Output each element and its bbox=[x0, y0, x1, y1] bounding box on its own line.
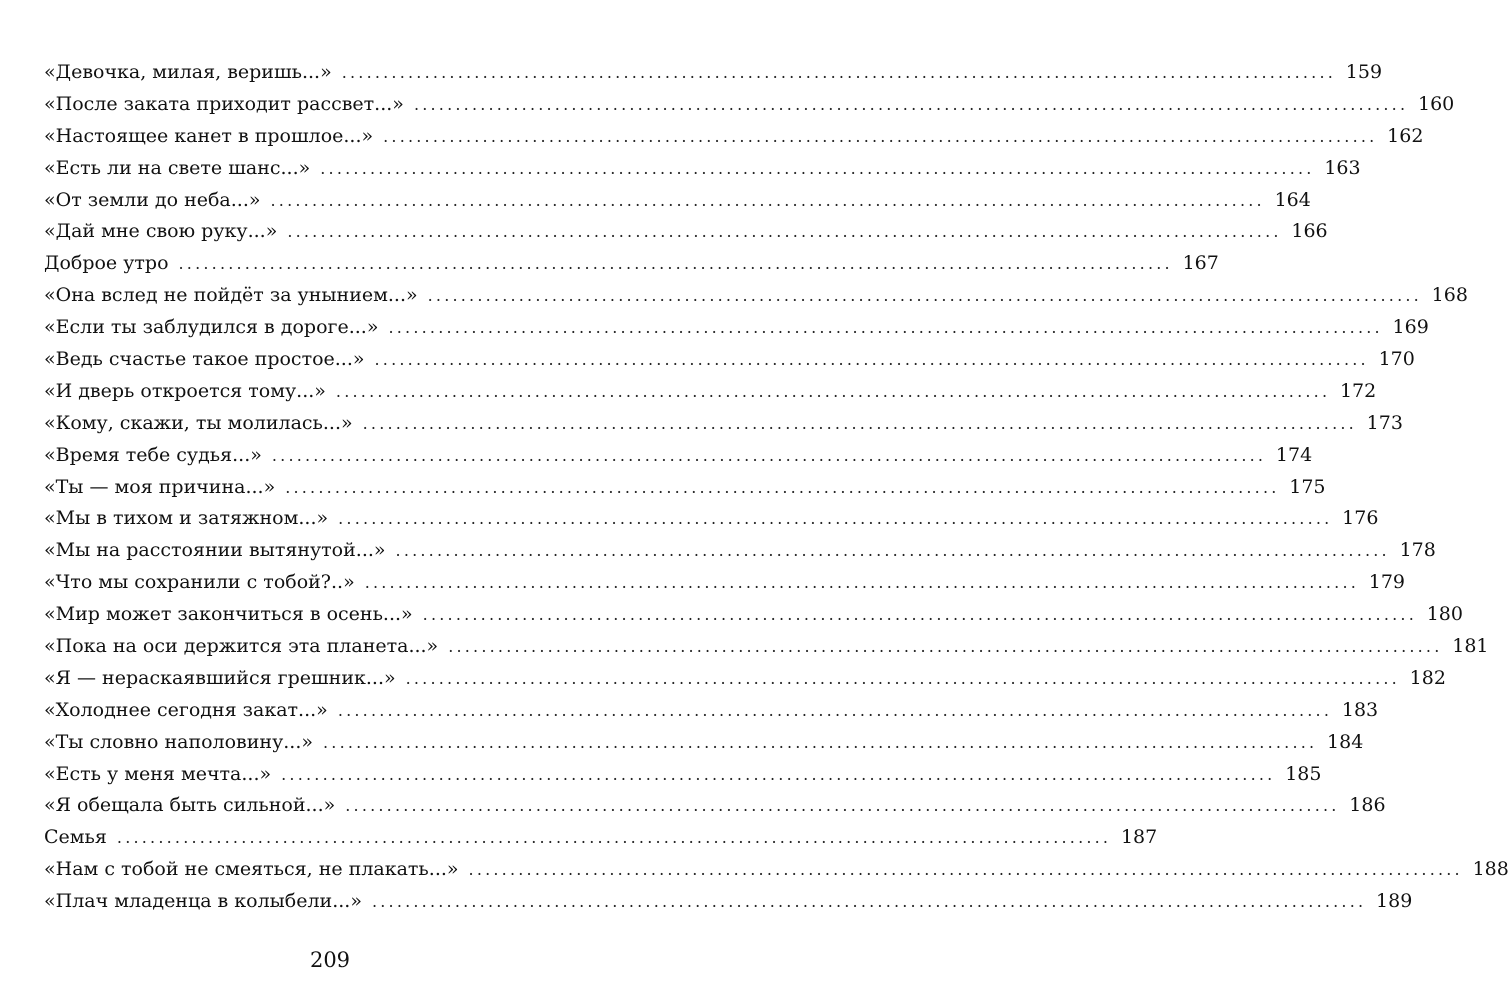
toc-entry-page: 184 bbox=[1327, 730, 1364, 753]
toc-entry bbox=[44, 216, 1328, 248]
toc-entry-page: 176 bbox=[1342, 507, 1379, 530]
toc-entry bbox=[44, 631, 1489, 663]
toc-entry-title: «Дай мне свою руку...» bbox=[44, 220, 278, 243]
toc-entry bbox=[44, 89, 1455, 121]
dot-leader: ........................................................................................................................ bbox=[285, 477, 1280, 497]
toc-entry-title: «Девочка, милая, веришь...» bbox=[44, 61, 332, 83]
toc-entry-title: «Она вслед не пойдёт за унынием...» bbox=[44, 284, 418, 307]
dot-leader: ........................................................................................................................ bbox=[281, 764, 1276, 784]
toc-entry-page: 159 bbox=[1345, 61, 1383, 83]
toc-entry bbox=[44, 121, 1424, 153]
toc-entry-page: 182 bbox=[1409, 666, 1446, 689]
toc-entry bbox=[44, 153, 1361, 185]
toc-entry-title: «Я обещала быть сильной...» bbox=[44, 794, 336, 817]
dot-leader: ........................................................................................................................ bbox=[427, 286, 1422, 306]
dot-leader: ........................................................................................................................ bbox=[383, 126, 1378, 146]
toc-entry-title: «Ведь счастье такое простое...» bbox=[44, 348, 365, 371]
toc-entry-page: 185 bbox=[1285, 762, 1322, 785]
dot-leader: ........................................................................................................................ bbox=[338, 509, 1333, 529]
toc-entry bbox=[44, 408, 1403, 440]
toc-entry-title: «Холоднее сегодня закат...» bbox=[44, 698, 328, 721]
toc-entry-title: «Что мы сохранили с тобой?..» bbox=[44, 571, 355, 594]
toc-entry-title: «Пока на оси держится эта планета...» bbox=[44, 635, 439, 658]
toc-entry-page: 181 bbox=[1452, 635, 1489, 658]
dot-leader: ........................................................................................................................ bbox=[341, 63, 1337, 82]
toc-entry bbox=[44, 567, 1406, 599]
dot-leader: ........................................................................................................................ bbox=[323, 732, 1318, 752]
dot-leader: ........................................................................................................................ bbox=[335, 381, 1331, 401]
page-number: 209 bbox=[309, 948, 351, 972]
dot-leader: ........................................................................................................................ bbox=[337, 700, 1333, 720]
toc-entry-page: 186 bbox=[1349, 794, 1386, 817]
toc-entry-page: 187 bbox=[1120, 826, 1158, 849]
toc-entry bbox=[44, 886, 1413, 918]
toc-entry-page: 183 bbox=[1341, 698, 1379, 721]
dot-leader: ........................................................................................................................ bbox=[405, 668, 1400, 688]
toc-entry bbox=[44, 663, 1446, 695]
toc-entry-title: «Ты — моя причина...» bbox=[44, 475, 276, 498]
toc-entry-title: «И дверь откроется тому...» bbox=[44, 379, 326, 402]
toc-entry-page: 180 bbox=[1426, 603, 1463, 626]
toc-entry-title: «Мы в тихом и затяжном...» bbox=[44, 507, 329, 530]
dot-leader: ........................................................................................................................ bbox=[271, 445, 1267, 465]
toc-entry bbox=[44, 472, 1326, 504]
toc-entry bbox=[44, 185, 1311, 217]
toc-entry-title: «Время тебе судья...» bbox=[44, 443, 262, 466]
toc-entry bbox=[44, 344, 1415, 376]
toc-entry-page: 189 bbox=[1376, 890, 1413, 913]
toc-entry-title: «После заката приходит рассвет...» bbox=[44, 92, 404, 115]
toc-entry-title: «Мир может закончиться в осень...» bbox=[44, 603, 413, 626]
toc-entry bbox=[44, 57, 1383, 89]
toc-entry-page: 175 bbox=[1289, 475, 1326, 498]
toc-entry bbox=[44, 535, 1436, 567]
toc-entry-title: «Настоящее канет в прошлое...» bbox=[44, 124, 374, 147]
toc-entry-page: 174 bbox=[1275, 443, 1313, 466]
toc-entry-title: «От земли до неба...» bbox=[44, 188, 261, 211]
toc-entry-title: Доброе утро bbox=[44, 252, 169, 275]
toc-entry bbox=[44, 248, 1219, 280]
toc-entry-title: «Мы на расстоянии вытянутой...» bbox=[44, 539, 386, 562]
toc-entry-title: Семья bbox=[44, 826, 107, 849]
dot-leader: ........................................................................................................................ bbox=[448, 637, 1443, 657]
toc-entry-page: 164 bbox=[1274, 188, 1311, 211]
dot-leader: ........................................................................................................................ bbox=[362, 413, 1357, 433]
toc-entry bbox=[44, 727, 1364, 759]
dot-leader: ........................................................................................................................ bbox=[388, 318, 1383, 338]
dot-leader: ........................................................................................................................ bbox=[116, 828, 1112, 848]
toc-entry-title: «Если ты заблудился в дороге...» bbox=[44, 316, 379, 339]
toc-entry bbox=[44, 790, 1386, 822]
toc-entry-page: 172 bbox=[1339, 379, 1377, 402]
toc-entry-title: «Кому, скажи, ты молилась...» bbox=[44, 411, 353, 434]
dot-leader: ........................................................................................................................ bbox=[468, 860, 1463, 880]
toc-entry-page: 170 bbox=[1378, 348, 1415, 371]
dot-leader: ........................................................................................................................ bbox=[178, 254, 1173, 274]
toc-entry bbox=[44, 280, 1468, 312]
dot-leader: ........................................................................................................................ bbox=[395, 541, 1390, 561]
dot-leader: ........................................................................................................................ bbox=[413, 94, 1409, 114]
dot-leader: ........................................................................................................................ bbox=[371, 892, 1367, 912]
toc-entry-page: 166 bbox=[1291, 220, 1328, 243]
toc-entry bbox=[44, 376, 1377, 408]
toc-entry-page: 167 bbox=[1182, 252, 1219, 275]
toc-entry-page: 188 bbox=[1472, 858, 1509, 881]
toc-entry bbox=[44, 312, 1429, 344]
toc-entry bbox=[44, 503, 1379, 535]
toc-entry-title: «Ты словно наполовину...» bbox=[44, 730, 313, 753]
dot-leader: ........................................................................................................................ bbox=[320, 158, 1315, 178]
dot-leader: ........................................................................................................................ bbox=[364, 573, 1360, 593]
toc-entry-page: 173 bbox=[1366, 411, 1403, 434]
table-of-contents bbox=[44, 57, 1509, 918]
toc-entry bbox=[44, 599, 1463, 631]
toc-entry-title: «Есть ли на свете шанс...» bbox=[44, 156, 311, 179]
toc-entry-title: «Плач младенца в колыбели...» bbox=[44, 890, 362, 913]
toc-entry bbox=[44, 695, 1379, 727]
toc-entry bbox=[44, 759, 1322, 791]
toc-entry-title: «Есть у меня мечта...» bbox=[44, 762, 272, 785]
toc-entry-page: 160 bbox=[1417, 92, 1455, 115]
toc-entry-page: 178 bbox=[1399, 539, 1436, 562]
toc-entry-title: «Нам с тобой не смеяться, не плакать...» bbox=[44, 858, 459, 881]
dot-leader: ........................................................................................................................ bbox=[287, 222, 1282, 242]
toc-entry bbox=[44, 822, 1158, 854]
dot-leader: ........................................................................................................................ bbox=[422, 605, 1417, 625]
toc-entry-page: 163 bbox=[1324, 156, 1361, 179]
toc-entry-page: 162 bbox=[1387, 124, 1424, 147]
dot-leader: ........................................................................................................................ bbox=[345, 796, 1340, 816]
dot-leader: ........................................................................................................................ bbox=[270, 190, 1265, 210]
toc-entry-title: «Я — нераскаявшийся грешник...» bbox=[44, 666, 396, 689]
dot-leader: ........................................................................................................................ bbox=[374, 350, 1369, 370]
toc-entry bbox=[44, 440, 1313, 472]
toc-entry bbox=[44, 854, 1509, 886]
toc-entry-page: 179 bbox=[1368, 571, 1406, 594]
toc-entry-page: 168 bbox=[1431, 284, 1468, 307]
toc-entry-page: 169 bbox=[1392, 316, 1429, 339]
